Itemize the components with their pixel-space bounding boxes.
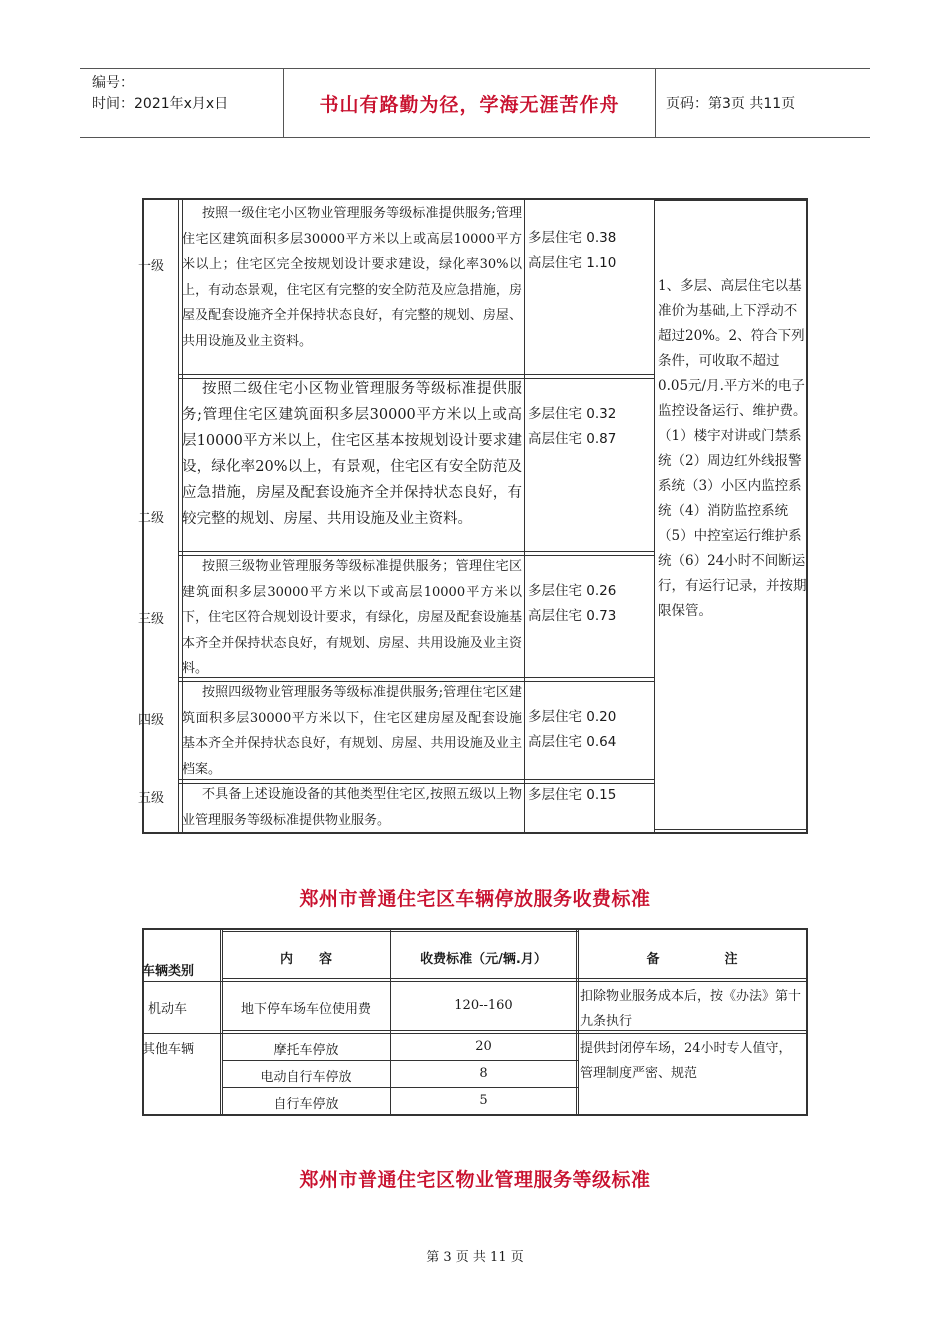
header-page-info: 页码：第3页 共11页 bbox=[666, 96, 796, 112]
header-vehicle-category: 车辆类别 bbox=[142, 964, 195, 979]
level-description: 按照三级物业管理服务等级标准提供服务；管理住宅区建筑面积多层30000平方米以下或高层10000平方米以下，住宅区符合规划设计要求，有绿化，房屋及配套设施基本齐全并保持状态良好，有规划、房屋、共用设施及业主资料。 bbox=[182, 559, 522, 676]
level-label: 五级 bbox=[138, 791, 165, 806]
page-header bbox=[80, 68, 870, 138]
level-label: 四级 bbox=[138, 713, 165, 728]
header-fee-standard: 收费标准（元/辆.月） bbox=[420, 952, 547, 967]
header-content: 内 容 bbox=[279, 952, 332, 967]
service-grade-title: 郑州市普通住宅区物业管理服务等级标准 bbox=[299, 1169, 651, 1191]
row-remark: 扣除物业服务成本后，按《办法》第十九条执行 bbox=[580, 989, 802, 1029]
vehicle-category: 机动车 bbox=[148, 1002, 188, 1017]
fee-high-rise: 高层住宅 0.87 bbox=[528, 431, 617, 447]
row-content: 摩托车停放 bbox=[273, 1043, 339, 1058]
level-label: 二级 bbox=[138, 511, 165, 526]
fee-multi-storey: 多层住宅 0.20 bbox=[528, 709, 617, 725]
level-description: 按照二级住宅小区物业管理服务等级标准提供服务;管理住宅区建筑面积多层30000平方米以上或高层10000平方米以上，住宅区基本按规划设计要求建设，绿化率20%以上，有景观，住宅区有安全防范及应急措施，房屋及配套设施齐全并保持状态良好，有较完整的规划、房屋、共用设施及业主资料。 bbox=[182, 381, 522, 527]
level-description: 按照一级住宅小区物业管理服务等级标准提供服务;管理住宅区建筑面积多层30000平方米以上或高层10000平方米以上；住宅区完全按规划设计要求建设，绿化率30%以上，有动态景观，住宅区有完整的安全防范及应急措施，房屋及配套设施齐全并保持状态良好，有完整的规划、房屋、共用设施及业主资料。 bbox=[182, 206, 522, 349]
row-fee: 120--160 bbox=[454, 998, 513, 1013]
level-description: 不具备上述设施设备的其他类型住宅区,按照五级以上物业管理服务等级标准提供物业服务。 bbox=[182, 787, 522, 828]
header-meta bbox=[80, 69, 284, 137]
fee-notes: 1、多层、高层住宅以基准价为基础,上下浮动不超过20%。2、符合下列条件，可收取不超过0.05元/月.平方米的电子监控设备运行、维护费。（1）楼宇对讲或门禁系统（2）周边红外线报警系统（3）小区内监控系统（4）消防监控系统（5）中控室运行维护系统（6）24小时不间断运行，有运行记录，并按期限保管。 bbox=[658, 278, 807, 619]
header-motto: 书山有路勤为径，学海无涯苦作舟 bbox=[284, 69, 656, 137]
fee-multi-storey: 多层住宅 0.26 bbox=[528, 583, 617, 599]
fee-high-rise: 高层住宅 0.64 bbox=[528, 734, 617, 750]
row-content: 自行车停放 bbox=[273, 1097, 339, 1112]
row-remark: 提供封闭停车场，24小时专人值守，管理制度严密、规范 bbox=[580, 1041, 792, 1081]
fee-multi-storey: 多层住宅 0.15 bbox=[528, 787, 617, 803]
vehicle-category: 其他车辆 bbox=[142, 1042, 195, 1057]
header-remark: 备 注 bbox=[646, 952, 738, 967]
document-number: 编号： bbox=[92, 75, 134, 91]
row-content: 电动自行车停放 bbox=[260, 1070, 352, 1085]
level-label: 三级 bbox=[138, 612, 165, 627]
level-description: 按照四级物业管理服务等级标准提供服务;管理住宅区建筑面积多层30000平方米以下，住宅区建房屋及配套设施基本齐全并保持状态良好，有规划、房屋、共用设施及业主档案。 bbox=[182, 685, 522, 777]
service-fee-table bbox=[138, 198, 808, 834]
parking-fee-table bbox=[140, 928, 808, 1116]
fee-multi-storey: 多层住宅 0.32 bbox=[528, 406, 617, 422]
document-date: 时间：2021年x月x日 bbox=[92, 96, 229, 112]
row-fee: 8 bbox=[479, 1066, 488, 1081]
fee-high-rise: 高层住宅 1.10 bbox=[528, 255, 617, 271]
page-footer: 第 3 页 共 11 页 bbox=[426, 1250, 524, 1265]
row-content: 地下停车场车位使用费 bbox=[240, 1002, 371, 1017]
fee-multi-storey: 多层住宅 0.38 bbox=[528, 230, 617, 246]
fee-high-rise: 高层住宅 0.73 bbox=[528, 608, 617, 624]
row-fee: 5 bbox=[479, 1093, 488, 1108]
level-label: 一级 bbox=[138, 259, 165, 274]
parking-fee-title: 郑州市普通住宅区车辆停放服务收费标准 bbox=[299, 888, 651, 910]
row-fee: 20 bbox=[475, 1039, 492, 1054]
